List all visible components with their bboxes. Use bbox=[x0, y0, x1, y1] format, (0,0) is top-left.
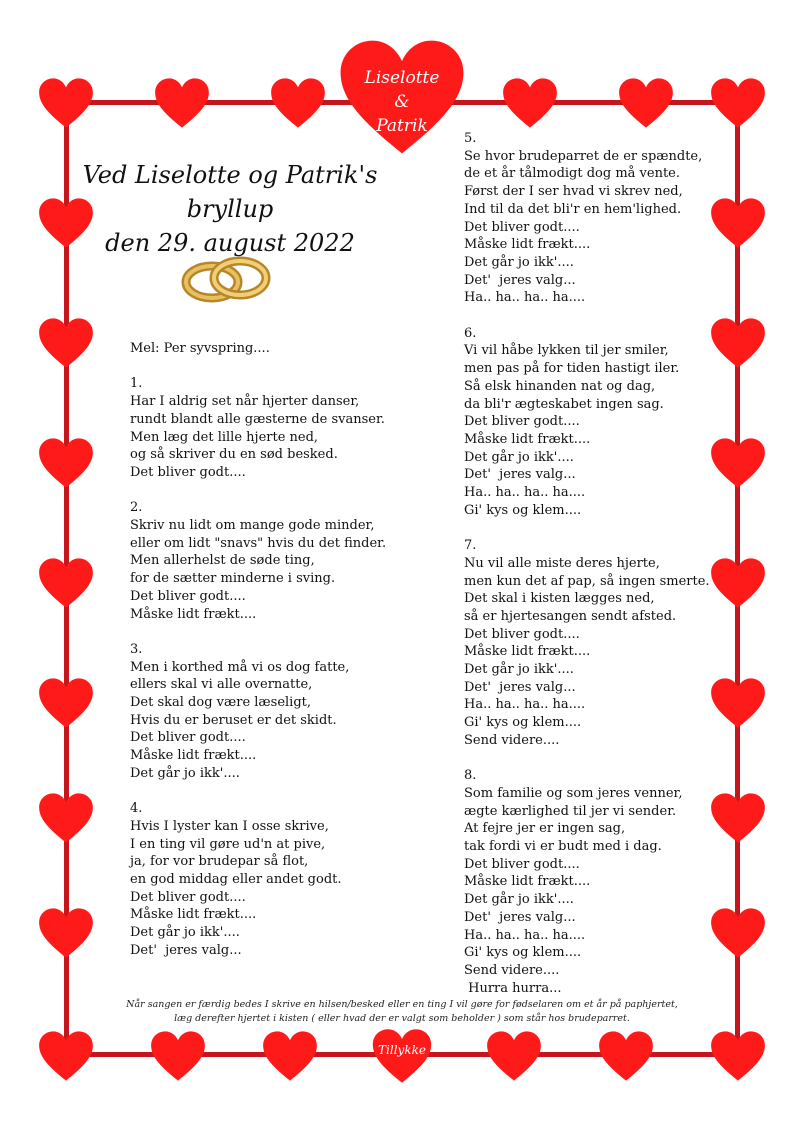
verse-line: Det bliver godt.... bbox=[464, 219, 580, 235]
verse-number: 4. bbox=[130, 801, 143, 817]
heart-icon bbox=[154, 75, 210, 131]
heart-icon bbox=[38, 555, 94, 611]
verse-number: 2. bbox=[130, 500, 143, 516]
footer-line-2: læg derefter hjertet i kisten ( eller hvad der er valgt som beholder ) som står hos brudeparret. bbox=[174, 1013, 630, 1024]
verse-line: tak fordi vi er budt med i dag. bbox=[464, 839, 662, 855]
verse-line: Ind til da det bli'r en hem'lighed. bbox=[464, 201, 682, 217]
left-column bbox=[130, 340, 387, 960]
heart-icon bbox=[38, 315, 94, 371]
verse-line: Det går jo ikk'.... bbox=[464, 449, 574, 465]
verse-4 bbox=[130, 800, 380, 959]
heart-icon bbox=[38, 905, 94, 961]
verse-line: Det skal dog være læseligt, bbox=[130, 695, 312, 711]
verse-1 bbox=[130, 375, 385, 481]
verse-line: Ha.. ha.. ha.. ha.... bbox=[464, 927, 586, 943]
verse-line: så er hjertesangen sendt afsted. bbox=[464, 608, 677, 624]
verse-line: Det bliver godt.... bbox=[130, 889, 246, 905]
verse-line: Gi' kys og klem.... bbox=[464, 945, 582, 961]
verse-number: 1. bbox=[130, 376, 143, 392]
verse-line: Som familie og som jeres venner, bbox=[464, 785, 683, 801]
verse-line: en god middag eller andet godt. bbox=[130, 872, 342, 888]
verse-line: Gi' kys og klem.... bbox=[464, 502, 582, 518]
verse-line: Men læg det lille hjerte ned, bbox=[130, 429, 319, 445]
verse-line: de et år tålmodigt dog må vente. bbox=[464, 166, 681, 182]
footer-note bbox=[110, 998, 694, 1026]
heart-icon bbox=[486, 1028, 542, 1084]
verse-line: Det bliver godt.... bbox=[464, 414, 580, 430]
verse-line: Se hvor brudeparret de er spændte, bbox=[464, 148, 703, 164]
verse-line: eller om lidt "snavs" hvis du det finder. bbox=[130, 535, 387, 551]
verse-line: Nu vil alle miste deres hjerte, bbox=[464, 555, 660, 571]
title-line-1: Ved Liselotte og Patrik's bryllup bbox=[82, 161, 378, 223]
verse-line: Det går jo ikk'.... bbox=[464, 254, 574, 270]
heart-icon bbox=[262, 1028, 318, 1084]
header-name-2: Patrik bbox=[376, 116, 428, 136]
verse-line: Måske lidt frækt.... bbox=[464, 644, 591, 660]
verse-3 bbox=[130, 641, 380, 783]
melody-line: Mel: Per syvspring.... bbox=[130, 341, 270, 356]
verse-line: Gi' kys og klem.... bbox=[464, 715, 582, 731]
verse-line: Det går jo ikk'.... bbox=[464, 892, 574, 908]
verse-line: Det skal i kisten lægges ned, bbox=[464, 591, 655, 607]
verse-line: og så skriver du en sød besked. bbox=[130, 447, 338, 463]
verse-number: 8. bbox=[464, 768, 477, 784]
verse-line: Måske lidt frækt.... bbox=[130, 748, 257, 764]
verse-line: men pas på for tiden hastigt iler. bbox=[464, 361, 680, 377]
verse-number: 6. bbox=[464, 325, 477, 341]
verse-line: Ha.. ha.. ha.. ha.... bbox=[464, 697, 586, 713]
verse-line: Hurra hurra... bbox=[464, 980, 562, 996]
verse-line: Måske lidt frækt.... bbox=[464, 874, 591, 890]
verse-line: Men allerhelst de søde ting, bbox=[130, 553, 315, 569]
verse-line: Hvis I lyster kan I osse skrive, bbox=[130, 818, 329, 834]
verse-line: Det går jo ikk'.... bbox=[130, 765, 240, 781]
heart-icon bbox=[38, 675, 94, 731]
heart-icon bbox=[38, 75, 94, 131]
verse-line: ja, for vor brudepar så flot, bbox=[130, 854, 309, 870]
page-title bbox=[60, 158, 400, 260]
verse-line: Måske lidt frækt.... bbox=[130, 606, 257, 622]
heart-icon bbox=[270, 75, 326, 131]
verse-line: Vi vil håbe lykken til jer smiler, bbox=[464, 343, 669, 359]
verse-line: Så elsk hinanden nat og dag, bbox=[464, 378, 656, 394]
heart-icon bbox=[598, 1028, 654, 1084]
wedding-rings-icon bbox=[178, 248, 274, 310]
bottom-heart bbox=[370, 1028, 434, 1084]
heart-icon bbox=[502, 75, 558, 131]
verse-line: Ha.. ha.. ha.. ha.... bbox=[464, 485, 586, 501]
verse-line: Det' jeres valg... bbox=[464, 909, 576, 925]
right-column bbox=[464, 130, 734, 997]
verse-8 bbox=[464, 767, 734, 997]
verse-line: Det går jo ikk'.... bbox=[130, 925, 240, 941]
verse-line: At fejre jer er ingen sag, bbox=[464, 821, 626, 837]
verse-5 bbox=[464, 130, 734, 307]
verse-number: 7. bbox=[464, 538, 477, 554]
verse-line: Det' jeres valg... bbox=[464, 679, 576, 695]
header-name-1: Liselotte bbox=[364, 68, 440, 88]
verse-line: Det går jo ikk'.... bbox=[464, 662, 574, 678]
verse-line: Det' jeres valg... bbox=[464, 467, 576, 483]
verse-line: rundt blandt alle gæsterne de svanser. bbox=[130, 411, 385, 427]
verse-line: Først der I ser hvad vi skrev ned, bbox=[464, 184, 683, 200]
header-ampersand: & bbox=[394, 92, 410, 112]
footer-line-1: Når sangen er færdig bedes I skrive en hilsen/besked eller en ting I vil gøre for fødselaren om et år på paphjertet, bbox=[126, 999, 678, 1010]
verse-line: ellers skal vi alle overnatte, bbox=[130, 677, 313, 693]
title-line-2: den 29. august 2022 bbox=[105, 229, 355, 257]
verse-line: men kun det af pap, så ingen smerte. bbox=[464, 573, 710, 589]
verse-line: Det bliver godt.... bbox=[130, 464, 246, 480]
heart-icon bbox=[38, 435, 94, 491]
verse-line: Send videre.... bbox=[464, 732, 560, 748]
heart-icon bbox=[618, 75, 674, 131]
verse-line: I en ting vil gøre ud'n at pive, bbox=[130, 836, 326, 852]
verse-line: Har I aldrig set når hjerter danser, bbox=[130, 394, 360, 410]
verse-line: Måske lidt frækt.... bbox=[130, 907, 257, 923]
verse-line: Det' jeres valg... bbox=[464, 272, 576, 288]
heart-icon bbox=[38, 790, 94, 846]
heart-icon bbox=[150, 1028, 206, 1084]
header-heart bbox=[338, 38, 466, 156]
verse-line: Måske lidt frækt.... bbox=[464, 237, 591, 253]
verse-line: Men i korthed må vi os dog fatte, bbox=[130, 659, 350, 675]
verse-2 bbox=[130, 499, 387, 623]
heart-icon bbox=[710, 1028, 766, 1084]
bottom-heart-label: Tillykke bbox=[378, 1043, 426, 1057]
verse-number: 3. bbox=[130, 641, 143, 657]
verse-line: da bli'r ægteskabet ingen sag. bbox=[464, 396, 664, 412]
verse-line: Det bliver godt.... bbox=[464, 856, 580, 872]
verse-number: 5. bbox=[464, 131, 477, 146]
verse-line: Send videre.... bbox=[464, 963, 560, 978]
verse-line: Måske lidt frækt.... bbox=[464, 431, 591, 447]
verse-7 bbox=[464, 537, 734, 749]
verse-line: ægte kærlighed til jer vi sender. bbox=[464, 803, 677, 819]
verse-line: Det bliver godt.... bbox=[130, 588, 246, 604]
verse-line: Ha.. ha.. ha.. ha.... bbox=[464, 290, 586, 306]
verse-line: Det bliver godt.... bbox=[130, 730, 246, 746]
verse-line: Skriv nu lidt om mange gode minder, bbox=[130, 518, 375, 533]
verse-line: Det' jeres valg... bbox=[130, 942, 242, 958]
heart-icon bbox=[710, 75, 766, 131]
heart-icon bbox=[38, 1028, 94, 1084]
verse-line: for de sætter minderne i sving. bbox=[130, 571, 336, 587]
verse-line: Det bliver godt.... bbox=[464, 626, 580, 642]
verse-line: Hvis du er beruset er det skidt. bbox=[130, 712, 337, 728]
verse-6 bbox=[464, 325, 734, 520]
